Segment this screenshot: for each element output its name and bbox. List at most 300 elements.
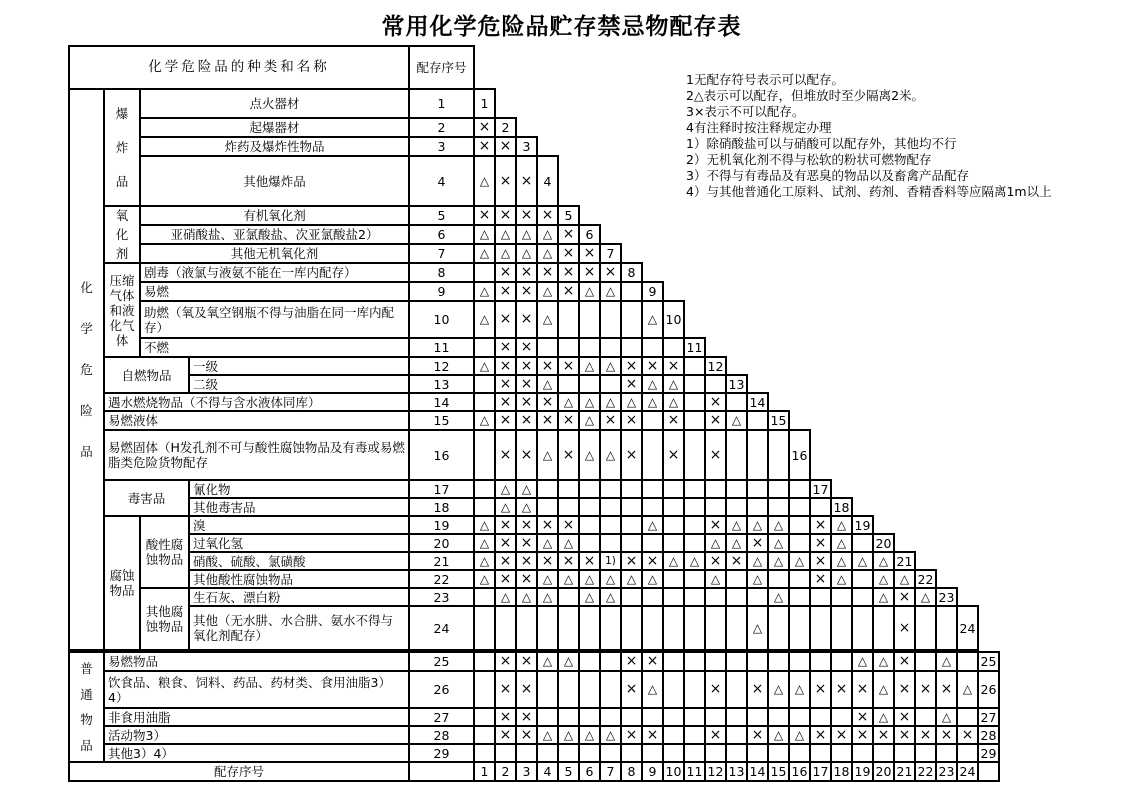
matrix-cell-r20c3: ×: [515, 533, 538, 553]
diagonal-cell-4: 4: [536, 155, 559, 207]
matrix-cell-r29c21: [893, 743, 916, 763]
matrix-cell-r10c5: [557, 300, 580, 339]
matrix-cell-r14c10: △: [662, 392, 685, 412]
row-seq-29: 29: [408, 743, 475, 763]
group-label: 其他腐蚀物品: [139, 587, 190, 651]
matrix-cell-r13c11: [683, 374, 706, 394]
axis-cell-24: 24: [956, 761, 979, 782]
matrix-cell-r25c18: [830, 651, 853, 672]
group-label: [68, 88, 105, 651]
matrix-cell-r26c14: ×: [746, 670, 769, 709]
matrix-cell-r21c10: △: [662, 551, 685, 571]
row-seq-28: 28: [408, 725, 475, 745]
matrix-cell-r22c20: △: [872, 569, 895, 589]
row-name-4: 其他爆炸品: [139, 155, 410, 207]
axis-cell-4: 4: [536, 761, 559, 782]
diagonal-cell-20: 20: [872, 533, 895, 553]
diagonal-cell-15: 15: [767, 410, 790, 431]
matrix-cell-r28c17: ×: [809, 725, 832, 745]
matrix-cell-r23c14: [746, 587, 769, 607]
row-seq-3: 3: [408, 136, 475, 157]
matrix-cell-r16c2: ×: [494, 429, 517, 481]
matrix-cell-r24c8: [620, 605, 643, 651]
matrix-cell-r18c14: [746, 497, 769, 517]
row-name-8: 剧毒（液氯与液氨不能在一库内配存）: [139, 262, 410, 283]
row-name-16: 易燃固体（H发孔剂不可与酸性腐蚀物品及有毒或易燃脂类危险货物配存: [103, 429, 410, 481]
matrix-cell-r29c23: [935, 743, 958, 763]
matrix-cell-r14c7: △: [599, 392, 622, 412]
matrix-cell-r6c4: △: [536, 224, 559, 245]
matrix-cell-r14c4: ×: [536, 392, 559, 412]
matrix-cell-r15c13: △: [725, 410, 748, 431]
matrix-cell-r29c16: [788, 743, 811, 763]
matrix-cell-r23c3: △: [515, 587, 538, 607]
matrix-cell-r13c5: [557, 374, 580, 394]
matrix-cell-r13c1: [473, 374, 496, 394]
matrix-cell-r15c5: ×: [557, 410, 580, 431]
matrix-cell-r28c6: △: [578, 725, 601, 745]
matrix-cell-r10c7: [599, 300, 622, 339]
matrix-cell-r26c4: [536, 670, 559, 709]
matrix-cell-r19c13: △: [725, 515, 748, 535]
matrix-cell-r23c8: [620, 587, 643, 607]
matrix-cell-r26c5: [557, 670, 580, 709]
matrix-cell-r17c6: [578, 479, 601, 499]
matrix-cell-r16c7: △: [599, 429, 622, 481]
axis-cell-5: 5: [557, 761, 580, 782]
matrix-cell-r22c16: [788, 569, 811, 589]
matrix-cell-r12c10: ×: [662, 356, 685, 376]
matrix-cell-r8c3: ×: [515, 262, 538, 283]
matrix-cell-r23c9: [641, 587, 664, 607]
matrix-cell-r18c10: [662, 497, 685, 517]
matrix-cell-r26c22: ×: [914, 670, 937, 709]
axis-cell-13: 13: [725, 761, 748, 782]
matrix-cell-r29c6: [578, 743, 601, 763]
matrix-cell-r23c2: △: [494, 587, 517, 607]
row-number-cell-27: 27: [977, 707, 1000, 727]
matrix-cell-r18c4: [536, 497, 559, 517]
matrix-cell-r28c22: ×: [914, 725, 937, 745]
matrix-cell-r16c4: △: [536, 429, 559, 481]
row-number-cell-29: 29: [977, 743, 1000, 763]
row-name-29: 其他3）4）: [103, 743, 410, 763]
matrix-cell-r25c20: △: [872, 651, 895, 672]
matrix-cell-r9c3: ×: [515, 281, 538, 302]
matrix-cell-r27c14: [746, 707, 769, 727]
matrix-cell-r21c2: ×: [494, 551, 517, 571]
matrix-cell-r23c11: [683, 587, 706, 607]
matrix-cell-r16c1: [473, 429, 496, 481]
row-name-23: 生石灰、漂白粉: [188, 587, 410, 607]
matrix-cell-r24c18: [830, 605, 853, 651]
matrix-cell-r22c6: △: [578, 569, 601, 589]
row-seq-15: 15: [408, 410, 475, 431]
matrix-cell-r27c7: [599, 707, 622, 727]
matrix-cell-r25c19: △: [851, 651, 874, 672]
matrix-cell-r21c7: 1): [599, 551, 622, 571]
note-line: 1）除硝酸盐可以与硝酸可以配存外，其他均不行: [686, 136, 957, 151]
matrix-cell-r21c13: ×: [725, 551, 748, 571]
matrix-cell-r19c18: △: [830, 515, 853, 535]
row-name-26: 饮食品、粮食、饲料、药品、药材类、食用油脂3）4）: [103, 670, 410, 709]
page-title: 常用化学危险品贮存禁忌物配存表: [381, 14, 742, 40]
matrix-cell-r29c14: [746, 743, 769, 763]
matrix-cell-r27c10: [662, 707, 685, 727]
matrix-cell-r28c21: ×: [893, 725, 916, 745]
matrix-cell-r28c10: [662, 725, 685, 745]
matrix-cell-r28c20: ×: [872, 725, 895, 745]
matrix-cell-r28c3: ×: [515, 725, 538, 745]
axis-cell-6: 6: [578, 761, 601, 782]
matrix-cell-r12c2: ×: [494, 356, 517, 376]
matrix-cell-r10c1: △: [473, 300, 496, 339]
matrix-cell-r22c12: △: [704, 569, 727, 589]
matrix-cell-r17c12: [704, 479, 727, 499]
matrix-cell-r29c20: [872, 743, 895, 763]
bottom-seq-empty: [408, 761, 475, 782]
matrix-cell-r20c9: [641, 533, 664, 553]
matrix-cell-r4c2: ×: [494, 155, 517, 207]
group-label: [68, 651, 105, 763]
axis-cell-17: 17: [809, 761, 832, 782]
matrix-cell-r19c7: [599, 515, 622, 535]
axis-cell-14: 14: [746, 761, 769, 782]
matrix-cell-r18c7: [599, 497, 622, 517]
matrix-cell-r24c6: [578, 605, 601, 651]
matrix-cell-r18c9: [641, 497, 664, 517]
axis-cell-22: 22: [914, 761, 937, 782]
row-seq-25: 25: [408, 651, 475, 672]
matrix-cell-r27c12: [704, 707, 727, 727]
matrix-cell-r17c9: [641, 479, 664, 499]
matrix-cell-r12c6: △: [578, 356, 601, 376]
matrix-cell-r25c22: [914, 651, 937, 672]
matrix-cell-r27c24: [956, 707, 979, 727]
group-label: 压缩气体和液化气体: [103, 262, 141, 358]
matrix-cell-r20c5: △: [557, 533, 580, 553]
row-seq-8: 8: [408, 262, 475, 283]
matrix-cell-r26c21: ×: [893, 670, 916, 709]
diagonal-cell-22: 22: [914, 569, 937, 589]
matrix-cell-r27c1: [473, 707, 496, 727]
row-name-7: 其他无机氧化剂: [139, 243, 410, 264]
group-label-char: 爆: [115, 106, 129, 122]
matrix-cell-r27c18: [830, 707, 853, 727]
row-seq-21: 21: [408, 551, 475, 571]
matrix-cell-r18c16: [788, 497, 811, 517]
matrix-cell-r29c2: [494, 743, 517, 763]
matrix-cell-r16c10: ×: [662, 429, 685, 481]
matrix-cell-r29c11: [683, 743, 706, 763]
row-number-cell-25: 25: [977, 651, 1000, 672]
matrix-cell-r26c15: △: [767, 670, 790, 709]
axis-cell-16: 16: [788, 761, 811, 782]
matrix-cell-r9c7: △: [599, 281, 622, 302]
matrix-cell-r23c6: △: [578, 587, 601, 607]
matrix-cell-r29c7: [599, 743, 622, 763]
matrix-cell-r14c3: ×: [515, 392, 538, 412]
matrix-cell-r23c5: [557, 587, 580, 607]
matrix-cell-r19c15: △: [767, 515, 790, 535]
matrix-cell-r27c17: [809, 707, 832, 727]
note-line: 3）不得与有毒品及有恶臭的物品以及畜禽产品配存: [686, 168, 969, 183]
matrix-cell-r20c2: ×: [494, 533, 517, 553]
matrix-cell-r25c8: ×: [620, 651, 643, 672]
matrix-cell-r23c4: △: [536, 587, 559, 607]
matrix-cell-r17c10: [662, 479, 685, 499]
matrix-cell-r12c8: ×: [620, 356, 643, 376]
group-label-char: 险: [80, 403, 93, 418]
matrix-cell-r17c7: [599, 479, 622, 499]
matrix-cell-r29c18: [830, 743, 853, 763]
matrix-cell-r14c6: △: [578, 392, 601, 412]
note-line: 1无配存符号表示可以配存。: [686, 72, 844, 87]
matrix-cell-r22c5: △: [557, 569, 580, 589]
matrix-cell-r11c5: [557, 337, 580, 358]
matrix-cell-r4c3: ×: [515, 155, 538, 207]
matrix-cell-r24c22: [914, 605, 937, 651]
matrix-cell-r29c17: [809, 743, 832, 763]
axis-cell-8: 8: [620, 761, 643, 782]
matrix-cell-r17c1: [473, 479, 496, 499]
matrix-cell-r21c11: △: [683, 551, 706, 571]
group-label-char: 品: [80, 444, 93, 459]
matrix-cell-r21c5: ×: [557, 551, 580, 571]
diagonal-cell-5: 5: [557, 205, 580, 226]
matrix-cell-r20c19: [851, 533, 874, 553]
group-label-char: 学: [80, 321, 93, 336]
matrix-cell-r15c12: ×: [704, 410, 727, 431]
matrix-cell-r26c1: [473, 670, 496, 709]
group-label-char: 普: [80, 660, 93, 676]
diagonal-cell-6: 6: [578, 224, 601, 245]
matrix-cell-r19c16: [788, 515, 811, 535]
row-seq-20: 20: [408, 533, 475, 553]
matrix-cell-r21c16: △: [788, 551, 811, 571]
group-label-char: 化: [115, 227, 129, 242]
matrix-cell-r11c7: [599, 337, 622, 358]
matrix-cell-r26c18: ×: [830, 670, 853, 709]
matrix-cell-r22c17: ×: [809, 569, 832, 589]
matrix-cell-r27c5: [557, 707, 580, 727]
matrix-cell-r24c21: ×: [893, 605, 916, 651]
axis-cell-15: 15: [767, 761, 790, 782]
row-number-cell-28: 28: [977, 725, 1000, 745]
matrix-cell-r26c3: ×: [515, 670, 538, 709]
diagonal-cell-12: 12: [704, 356, 727, 376]
matrix-cell-r26c9: △: [641, 670, 664, 709]
diagonal-cell-11: 11: [683, 337, 706, 358]
matrix-cell-r19c14: △: [746, 515, 769, 535]
matrix-cell-r23c1: [473, 587, 496, 607]
matrix-cell-r27c13: [725, 707, 748, 727]
row-name-21: 硝酸、硫酸、氯磺酸: [188, 551, 410, 571]
matrix-cell-r29c19: [851, 743, 874, 763]
matrix-cell-r18c15: [767, 497, 790, 517]
row-seq-9: 9: [408, 281, 475, 302]
matrix-cell-r20c13: △: [725, 533, 748, 553]
matrix-cell-r21c8: ×: [620, 551, 643, 571]
matrix-cell-r10c2: ×: [494, 300, 517, 339]
axis-cell-20: 20: [872, 761, 895, 782]
matrix-cell-r19c3: ×: [515, 515, 538, 535]
matrix-cell-r24c20: [872, 605, 895, 651]
matrix-cell-r29c8: [620, 743, 643, 763]
matrix-cell-r29c15: [767, 743, 790, 763]
matrix-cell-r23c19: [851, 587, 874, 607]
matrix-cell-r9c6: △: [578, 281, 601, 302]
matrix-cell-r19c11: [683, 515, 706, 535]
row-name-6: 亚硝酸盐、亚氯酸盐、次亚氯酸盐2）: [139, 224, 410, 245]
matrix-cell-r21c14: △: [746, 551, 769, 571]
matrix-cell-r22c15: [767, 569, 790, 589]
matrix-cell-r27c23: △: [935, 707, 958, 727]
matrix-cell-r21c20: △: [872, 551, 895, 571]
row-seq-23: 23: [408, 587, 475, 607]
matrix-cell-r6c3: △: [515, 224, 538, 245]
matrix-cell-r28c24: ×: [956, 725, 979, 745]
matrix-cell-r22c4: △: [536, 569, 559, 589]
matrix-cell-r25c21: ×: [893, 651, 916, 672]
row-name-18: 其他毒害品: [188, 497, 410, 517]
matrix-cell-r27c3: ×: [515, 707, 538, 727]
matrix-cell-r26c11: [683, 670, 706, 709]
matrix-cell-r18c17: [809, 497, 832, 517]
matrix-cell-r15c9: [641, 410, 664, 431]
matrix-cell-r15c11: [683, 410, 706, 431]
matrix-cell-r27c8: [620, 707, 643, 727]
diagonal-cell-13: 13: [725, 374, 748, 394]
matrix-cell-r28c18: ×: [830, 725, 853, 745]
matrix-cell-r20c4: △: [536, 533, 559, 553]
note-line: 2△表示可以配存，但堆放时至少隔离2米。: [686, 88, 925, 103]
matrix-cell-r24c23: [935, 605, 958, 651]
matrix-cell-r22c11: [683, 569, 706, 589]
matrix-cell-r7c4: △: [536, 243, 559, 264]
matrix-cell-r25c10: [662, 651, 685, 672]
matrix-cell-r27c9: [641, 707, 664, 727]
matrix-cell-r20c17: ×: [809, 533, 832, 553]
matrix-cell-r24c7: [599, 605, 622, 651]
matrix-cell-r13c8: ×: [620, 374, 643, 394]
matrix-cell-r25c16: [788, 651, 811, 672]
matrix-cell-r14c5: △: [557, 392, 580, 412]
matrix-cell-r18c1: [473, 497, 496, 517]
diagonal-cell-1: 1: [473, 88, 496, 119]
matrix-cell-r27c15: [767, 707, 790, 727]
note-line: 3×表示不可以配存。: [686, 104, 805, 119]
matrix-cell-r16c14: [746, 429, 769, 481]
matrix-cell-r9c5: ×: [557, 281, 580, 302]
matrix-cell-r13c9: △: [641, 374, 664, 394]
matrix-cell-r14c8: △: [620, 392, 643, 412]
row-seq-7: 7: [408, 243, 475, 264]
matrix-cell-r13c6: [578, 374, 601, 394]
matrix-cell-r28c13: [725, 725, 748, 745]
matrix-cell-r7c3: △: [515, 243, 538, 264]
matrix-cell-r3c1: ×: [473, 136, 496, 157]
matrix-cell-r25c1: [473, 651, 496, 672]
row-name-24: 其他（无水肼、水合肼、氨水不得与氧化剂配存）: [188, 605, 410, 651]
matrix-cell-r20c11: [683, 533, 706, 553]
diagonal-cell-19: 19: [851, 515, 874, 535]
matrix-cell-r22c13: [725, 569, 748, 589]
row-number-cell-26: 26: [977, 670, 1000, 709]
matrix-cell-r8c2: ×: [494, 262, 517, 283]
row-seq-10: 10: [408, 300, 475, 339]
matrix-cell-r17c15: [767, 479, 790, 499]
diagonal-cell-23: 23: [935, 587, 958, 607]
axis-cell-1: 1: [473, 761, 496, 782]
matrix-cell-r13c2: ×: [494, 374, 517, 394]
matrix-cell-r20c14: ×: [746, 533, 769, 553]
axis-cell-12: 12: [704, 761, 727, 782]
matrix-cell-r26c17: ×: [809, 670, 832, 709]
matrix-cell-r21c19: △: [851, 551, 874, 571]
matrix-cell-r28c4: △: [536, 725, 559, 745]
matrix-cell-r19c6: [578, 515, 601, 535]
row-seq-2: 2: [408, 117, 475, 138]
matrix-cell-r24c12: [704, 605, 727, 651]
matrix-cell-r15c7: ×: [599, 410, 622, 431]
row-seq-11: 11: [408, 337, 475, 358]
matrix-cell-r23c10: [662, 587, 685, 607]
matrix-cell-r16c5: ×: [557, 429, 580, 481]
matrix-cell-r22c1: △: [473, 569, 496, 589]
matrix-cell-r28c14: ×: [746, 725, 769, 745]
diagonal-cell-17: 17: [809, 479, 832, 499]
matrix-cell-r7c1: △: [473, 243, 496, 264]
matrix-cell-r25c9: ×: [641, 651, 664, 672]
matrix-cell-r12c1: △: [473, 356, 496, 376]
matrix-cell-r28c19: ×: [851, 725, 874, 745]
row-seq-22: 22: [408, 569, 475, 589]
matrix-cell-r8c5: ×: [557, 262, 580, 283]
matrix-cell-r14c1: [473, 392, 496, 412]
group-label-char: 通: [80, 686, 93, 702]
matrix-cell-r9c4: △: [536, 281, 559, 302]
matrix-cell-r27c6: [578, 707, 601, 727]
matrix-cell-r15c14: [746, 410, 769, 431]
matrix-cell-r22c21: △: [893, 569, 916, 589]
matrix-cell-r22c8: △: [620, 569, 643, 589]
group-label: 毒害品: [103, 479, 190, 517]
matrix-cell-r20c6: [578, 533, 601, 553]
row-seq-1: 1: [408, 88, 475, 119]
row-seq-16: 16: [408, 429, 475, 481]
matrix-cell-r19c10: [662, 515, 685, 535]
note-line: 4）与其他普通化工原料、试剂、药剂、香精香料等应隔离1m以上: [686, 184, 1052, 199]
matrix-cell-r24c9: [641, 605, 664, 651]
matrix-cell-r22c18: △: [830, 569, 853, 589]
matrix-cell-r8c1: [473, 262, 496, 283]
matrix-cell-r29c13: [725, 743, 748, 763]
matrix-cell-r21c9: ×: [641, 551, 664, 571]
matrix-cell-r16c6: △: [578, 429, 601, 481]
matrix-cell-r16c12: ×: [704, 429, 727, 481]
group-label-char: 剂: [115, 245, 129, 261]
matrix-cell-r19c1: △: [473, 515, 496, 535]
matrix-cell-r25c3: ×: [515, 651, 538, 672]
matrix-cell-r2c1: ×: [473, 117, 496, 138]
matrix-cell-r28c15: △: [767, 725, 790, 745]
matrix-cell-r25c14: [746, 651, 769, 672]
matrix-cell-r17c4: [536, 479, 559, 499]
matrix-cell-r5c2: ×: [494, 205, 517, 226]
matrix-cell-r21c12: ×: [704, 551, 727, 571]
matrix-cell-r28c1: [473, 725, 496, 745]
